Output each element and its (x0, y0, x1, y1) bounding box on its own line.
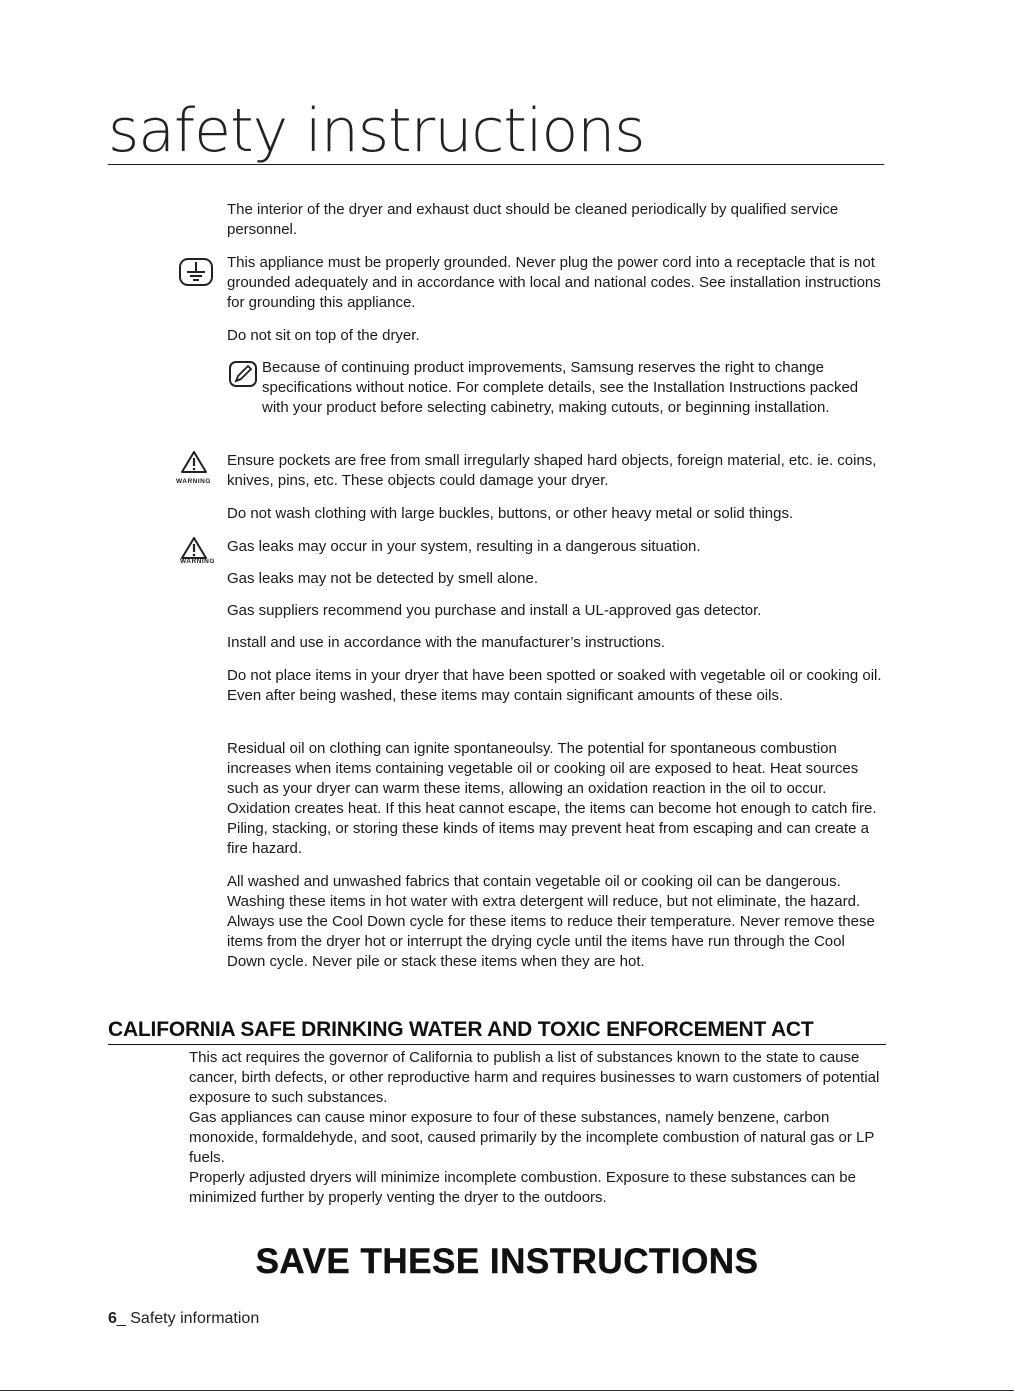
note-product-improvements: Because of continuing product improvements, Samsung reserves the right to change specifications without notice. For complete details, see the Installation Instructions packed with your product before selecting cabinetry, making cutouts, or beginning installation. (262, 359, 859, 416)
paragraph-gas-detector: Gas suppliers recommend you purchase and install a UL-approved gas detector. (227, 602, 762, 619)
page-footer (108, 1310, 259, 1328)
paragraph-buckles: Do not wash clothing with large buckles, buttons, or other heavy metal or solid things. (227, 505, 794, 522)
ground-icon (178, 257, 214, 292)
note-pencil-icon (228, 360, 258, 393)
paragraph-smell: Gas leaks may not be detected by smell alone. (227, 570, 539, 587)
california-act-heading: CALIFORNIA SAFE DRINKING WATER AND TOXIC ENFORCEMENT ACT (108, 1016, 886, 1045)
california-paragraph: Gas appliances can cause minor exposure to four of these substances, namely benzene, carbon monoxide, formaldehyde, and soot, caused primarily by the incomplete combustion of natural gas or LP fuels. (189, 1109, 875, 1166)
paragraph-manufacturer: Install and use in accordance with the manufacturer’s instructions. (227, 634, 666, 651)
california-paragraph: Properly adjusted dryers will minimize incomplete combustion. Exposure to these substances can be minimized further by properly venting the dryer to the outdoors. (189, 1169, 856, 1206)
footer-separator: _ (116, 1310, 126, 1327)
paragraph-residual-oil: Residual oil on clothing can ignite spontaneoulsy. The potential for spontaneous combustion increases when items containing vegetable oil or cooking oil are exposed to heat. Heat sources such as your dryer can warm these items, allowing an oxidation reaction in the oil to occur. Oxidation creates heat. If this heat cannot escape, the items can become hot enough to catch fire. Piling, stacking, or storing these kinds of items may prevent heat from escaping and can create a fire hazard. (227, 740, 877, 857)
california-act-body (189, 1048, 889, 1208)
warning-label: WARNING (180, 558, 215, 565)
paragraph-washed-fabrics: All washed and unwashed fabrics that contain vegetable oil or cooking oil can be dangerous. Washing these items in hot water with extra detergent will reduce, but not eliminate, the hazard. Always use the Cool Down cycle for these items to reduce their temperature. Never remove these items from the dryer hot or interrupt the drying cycle until the items have run through the Cool Down cycle. Never pile or stack these items when they are hot. (227, 873, 875, 970)
paragraph-gas-leaks: Gas leaks may occur in your system, resulting in a dangerous situation. (227, 538, 701, 555)
paragraph-grounding: This appliance must be properly grounded. Never plug the power cord into a receptacle that is not grounded adequately and in accordance with local and national codes. See installation instructions for grounding this appliance. (227, 254, 881, 311)
save-instructions-banner: SAVE THESE INSTRUCTIONS (255, 1242, 759, 1281)
bottom-divider (0, 1390, 1014, 1391)
page-number: 6 (108, 1310, 117, 1327)
footer-section: Safety information (125, 1310, 260, 1327)
warning-label: WARNING (176, 478, 211, 485)
paragraph-do-not-sit: Do not sit on top of the dryer. (227, 327, 420, 344)
california-paragraph: This act requires the governor of California to publish a list of substances known to the state to cause cancer, birth defects, or other reproductive harm and requires businesses to warn customers of potential exposure to such substances. (189, 1049, 880, 1106)
paragraph-vegetable-oil: Do not place items in your dryer that have been spotted or soaked with vegetable oil or cooking oil. Even after being washed, these items may contain significant amounts of these oils. (227, 667, 882, 704)
paragraph-duct-cleaning: The interior of the dryer and exhaust duct should be cleaned periodically by qualified service personnel. (227, 201, 839, 238)
warning-triangle-icon (180, 450, 208, 479)
paragraph-pockets: Ensure pockets are free from small irregularly shaped hard objects, foreign material, etc. ie. coins, knives, pins, etc. These objects could damage your dryer. (227, 452, 877, 489)
page-title: safety instructions (108, 108, 884, 165)
